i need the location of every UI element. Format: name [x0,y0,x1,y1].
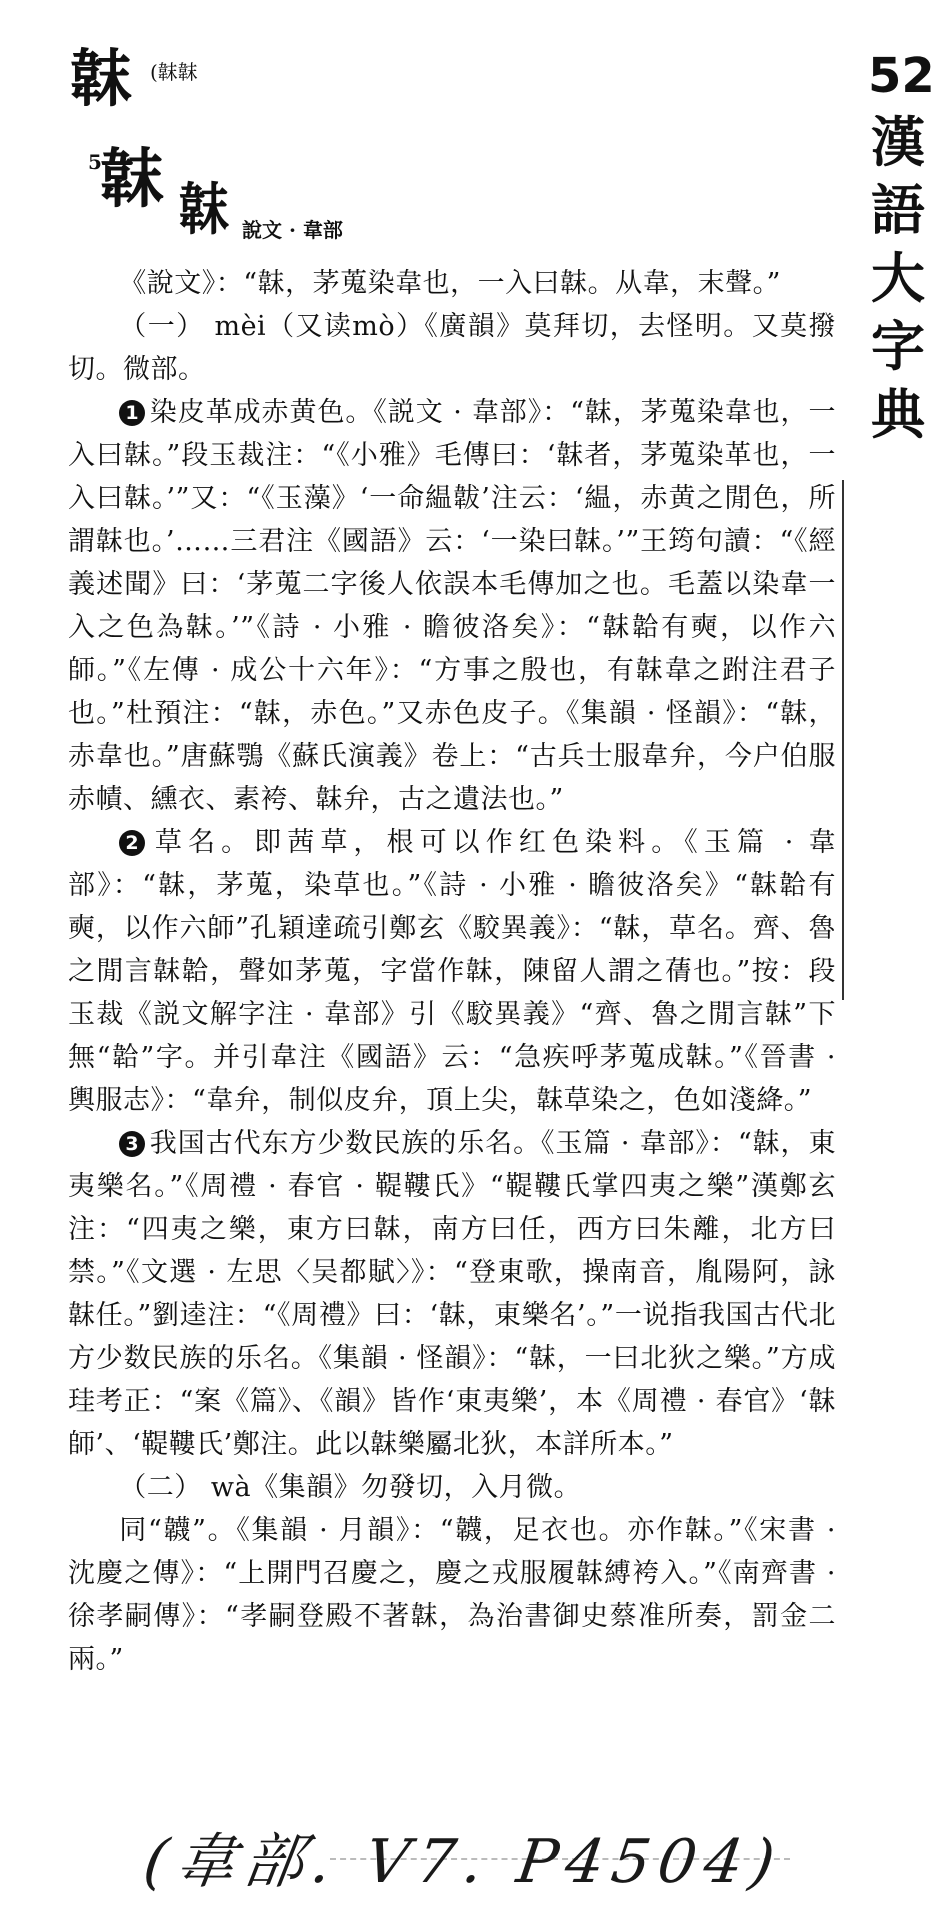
dictionary-title [868,108,928,448]
sense-2-text: 草名。即茜草，根可以作红色染料。《玉篇 · 韋部》：“韎，茅蒐，染草也。”《詩 · 小雅 · 瞻彼洛矣》“韎韐有奭，以作六師”孔穎達疏引鄭玄《駮異義》：“韎，草名。齊、魯之閒言韎韐，聲如茅蒐，字當作韎，陳留人謂之蒨也。”按：段玉裁《説文解字注 · 韋部》引《駮異義》“齊、魯之閒言韎”下無“韐”字。并引韋注《國語》云：“急疾呼茅蒐成韎。”《晉書 · 輿服志》：“韋弁，制似皮弁，頂上尖，韎草染之，色如淺絳。” [68,827,836,1116]
sense-2 [68,821,836,1122]
sense-3-text: 我国古代东方少数民族的乐名。《玉篇 · 韋部》：“韎，東夷樂名。”《周禮 · 春官 · 鞮鞻氏》“鞮鞻氏掌四夷之樂”漢鄭玄注：“四夷之樂，東方曰韎，南方曰任，西方曰朱離，北方曰禁。”《文選 · 左思〈吴都賦〉》：“登東歌，操南音，胤陽阿，詠韎任。”劉逵注：“《周禮》曰：‘韎，東樂名’。”一说指我国古代北方少数民族的乐名。《集韻 · 怪韻》：“韎，一曰北狄之樂。”方成珪考正：“案《篇》、《韻》皆作‘東夷樂’，本《周禮 · 春官》‘韎師’、‘鞮鞻氏’鄭注。此以韎樂屬北狄，本詳所本。” [68,1128,836,1460]
title-char: 語 [871,178,925,242]
reading-two: （二） wà《集韻》勿發切，入月微。 [119,1472,582,1503]
title-char: 漢 [871,110,925,174]
margin-rule [842,480,844,1000]
handwritten-note: (韋部. V7. P4504) [139,1827,787,1897]
head-character-small: 韎 [70,42,133,115]
etymology-paragraph: 《說文》：“韎，茅蒐染韋也，一入曰韎。从韋，末聲。” [119,268,781,299]
sense-number-badge: 2 [119,830,145,856]
title-char: 典 [871,382,925,446]
reading-two-sense: 同“韤”。《集韻 · 月韻》：“韤，足衣也。亦作韎。”《宋書 · 沈慶之傳》：“上開門召慶之，慶之戎服履韎縛袴入。”《南齊書 · 徐孝嗣傳》：“孝嗣登殿不著韎，為治書御史蔡准所奏，罰金二兩。” [68,1515,836,1675]
head-character: 韎 [100,142,164,217]
seal-script-character: 韎 [178,177,230,243]
title-char: 大 [871,246,925,310]
stroke-count: 5 [88,150,102,174]
sense-number-badge: 1 [119,400,145,426]
sense-1-text: 染皮革成赤黄色。《説文 · 韋部》：“韎，茅蒐染韋也，一入曰韎。”段玉裁注：“《小雅》毛傳曰：‘韎者，茅蒐染革也，一入曰韎。’”又：“《玉藻》‘一命緼韍’注云：‘緼，赤黄之閒色，所謂韎也。’……三君注《國語》云：‘一染曰韎。’”王筠句讀：“《經義述聞》曰：‘茅蒐二字後人依誤本毛傳加之也。毛蓋以染韋一入之色為韎。’”《詩 · 小雅 · 瞻彼洛矣》：“韎韐有奭，以作六師。”《左傳 · 成公十六年》：“方事之殷也，有韎韋之跗注君子也。”杜預注：“韎，赤色。”又赤色皮子。《集韻 · 怪韻》：“韎，赤韋也。”唐蘇鶚《蘇氏演義》卷上：“古兵士服韋弁，今户伯服赤幘、纁衣、素袴、韎弁，古之遺法也。” [68,397,836,815]
sense-1 [68,391,836,821]
volume-number: 52 [868,48,935,104]
title-char: 字 [871,314,925,378]
reading-one: （一） mèi（又读mò）《廣韻》莫拜切，去怪明。又莫撥切。微部。 [68,311,836,385]
sense-number-badge: 3 [119,1131,145,1157]
variant-note: (韎韎 [150,60,198,84]
seal-source: 說文 · 韋部 [242,218,343,242]
sense-3 [68,1122,836,1466]
entry-body [68,262,836,1681]
